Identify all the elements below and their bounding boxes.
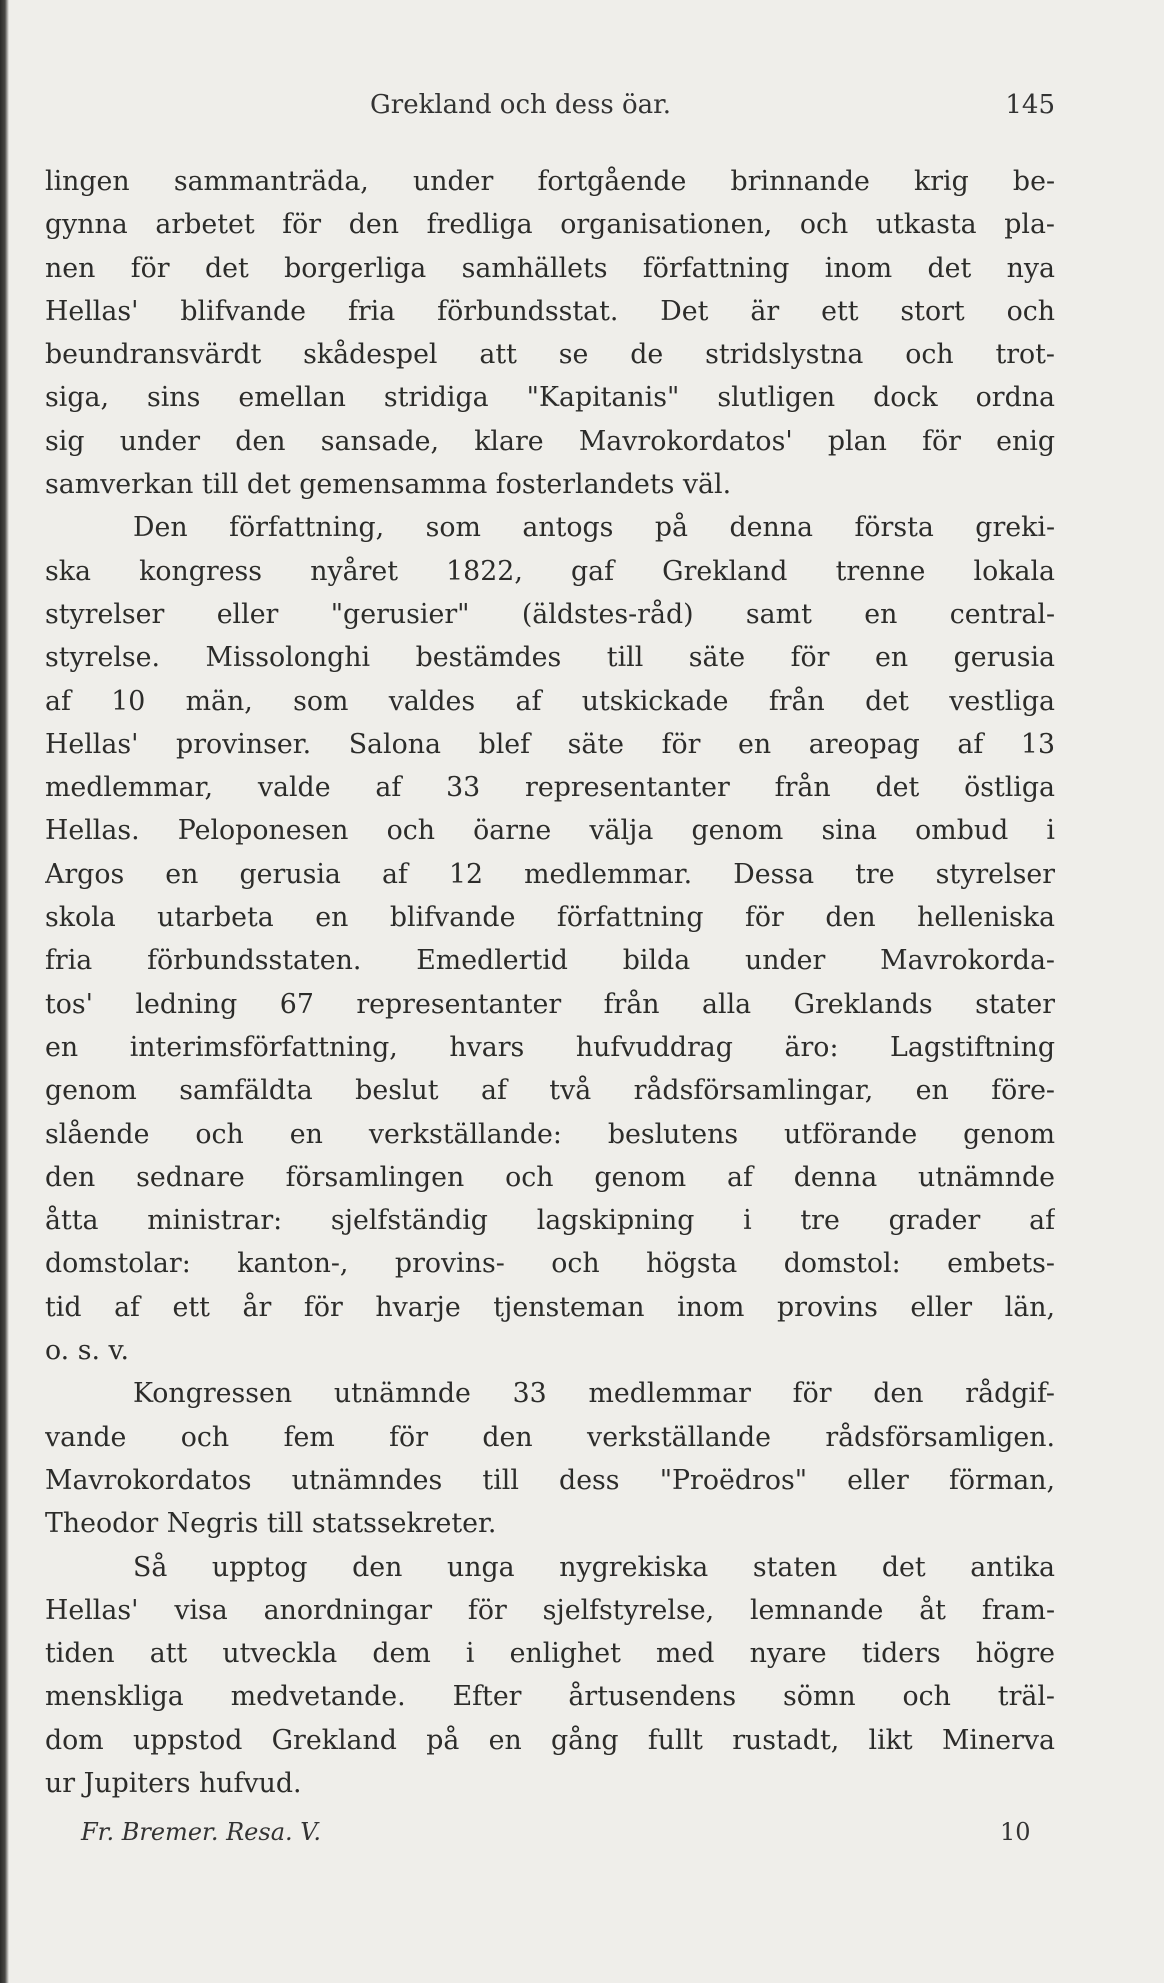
text-line: den sednare församlingen och genom af denna utnämnde [45, 1161, 1055, 1193]
text-line: Den författning, som antogs på denna första greki- [133, 512, 1055, 544]
text-line: fria förbundsstaten. Emedlertid bilda under Mavrokorda- [45, 945, 1055, 977]
text-line: Hellas. Peloponesen och öarne välja genom sina ombud i [45, 815, 1055, 847]
text-line: styrelse. Missolonghi bestämdes till säte för en gerusia [45, 642, 1055, 674]
text-line: domstolar: kanton-, provins- och högsta domstol: embets- [45, 1248, 1055, 1280]
text-line: ur Jupiters hufvud. [45, 1767, 302, 1799]
text-line: nen för det borgerliga samhällets författning inom det nya [45, 252, 1055, 284]
text-line: Hellas' visa anordningar för sjelfstyrelse, lemnande åt fram- [45, 1594, 1055, 1626]
page-number: 145 [1005, 90, 1055, 120]
text-line: styrelser eller "gerusier" (äldstes-råd) samt en central- [45, 598, 1055, 630]
page-binding-edge [0, 0, 9, 1983]
running-head-title: Grekland och dess öar. [370, 90, 672, 120]
running-head [45, 90, 1055, 130]
text-line: sig under den sansade, klare Mavrokordatos' plan för enig [45, 425, 1055, 457]
page-footer [45, 1818, 1055, 1858]
text-line: gynna arbetet för den fredliga organisationen, och utkasta pla- [45, 209, 1055, 241]
text-line: beundransvärdt skådespel att se de stridslystna och trot- [45, 339, 1055, 371]
text-line: åtta ministrar: sjelfständig lagskipning i tre grader af [45, 1205, 1055, 1237]
text-line: af 10 män, som valdes af utskickade från det vestliga [45, 685, 1055, 717]
signature-mark: Fr. Bremer. Resa. V. [81, 1818, 322, 1846]
text-line: genom samfäldta beslut af två rådsförsamlingar, en före- [45, 1075, 1055, 1107]
text-line: Hellas' blifvande fria förbundsstat. Det är ett stort och [45, 295, 1055, 327]
body-text [45, 160, 1055, 1805]
text-line: slående och en verkställande: beslutens utförande genom [45, 1118, 1055, 1150]
text-line: vande och fem för den verkställande rådsförsamligen. [45, 1421, 1055, 1453]
text-line: menskliga medvetande. Efter årtusendens sömn och träl- [45, 1681, 1055, 1713]
sheet-number: 10 [1000, 1818, 1031, 1846]
text-line: Theodor Negris till statssekreter. [45, 1508, 497, 1540]
text-line: tiden att utveckla dem i enlighet med nyare tiders högre [45, 1638, 1055, 1670]
text-line: Så upptog den unga nygrekiska staten det antika [133, 1551, 1055, 1583]
text-line: siga, sins emellan stridiga "Kapitanis" slutligen dock ordna [45, 382, 1055, 414]
text-line: o. s. v. [45, 1335, 129, 1367]
text-line: tid af ett år för hvarje tjensteman inom provins eller län, [45, 1291, 1055, 1323]
text-line: Argos en gerusia af 12 medlemmar. Dessa tre styrelser [45, 858, 1055, 890]
text-line: en interimsförfattning, hvars hufvuddrag äro: Lagstiftning [45, 1031, 1055, 1063]
text-line: Mavrokordatos utnämndes till dess "Proëdros" eller förman, [45, 1464, 1055, 1496]
text-line: Kongressen utnämnde 33 medlemmar för den rådgif- [133, 1378, 1055, 1410]
text-line: lingen sammanträda, under fortgående brinnande krig be- [45, 166, 1055, 197]
text-line: medlemmar, valde af 33 representanter från det östliga [45, 772, 1055, 804]
text-line: skola utarbeta en blifvande författning för den helleniska [45, 902, 1055, 934]
text-line: samverkan till det gemensamma fosterlandets väl. [45, 469, 732, 501]
text-line: tos' ledning 67 representanter från alla Greklands stater [45, 988, 1055, 1020]
text-line: Hellas' provinser. Salona blef säte för en areopag af 13 [45, 728, 1055, 760]
text-line: dom uppstod Grekland på en gång fullt rustadt, likt Minerva [45, 1724, 1055, 1756]
text-line: ska kongress nyåret 1822, gaf Grekland trenne lokala [45, 555, 1055, 587]
